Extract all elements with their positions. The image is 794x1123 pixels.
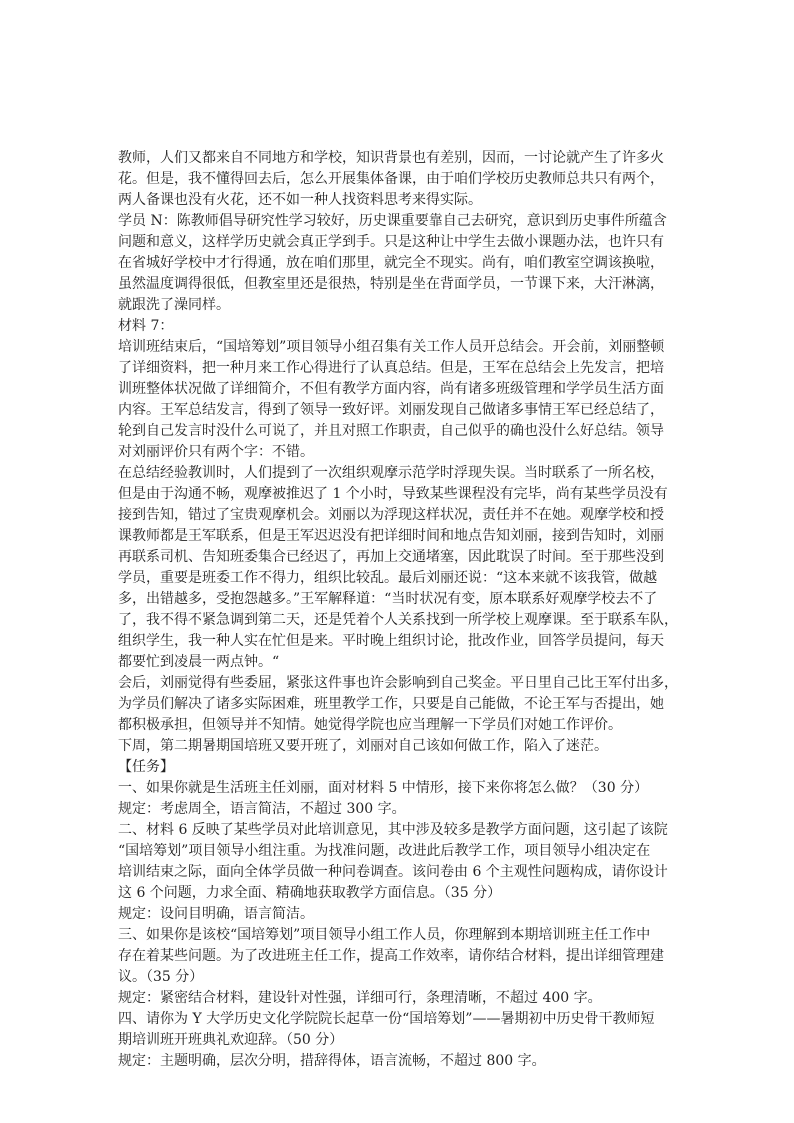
text-line: 教师，人们又都来自不同地方和学校，知识背景也有差别，因而，一讨论就产生了许多火	[118, 150, 664, 166]
paragraph-teacher-discussion	[118, 148, 678, 211]
paragraph-next-week	[118, 736, 678, 757]
text-line: 接到告知，错过了宝贵观摩机会。刘丽以为浮现这样状况，责任并不在她。观摩学校和授	[118, 507, 664, 523]
text-line: 但是由于沟通不畅，观摩被推迟了 1 个小时，导致某些课程没有完毕，尚有某些学员没有	[118, 486, 668, 502]
text-line: 为学员们解决了诸多实际困难，班里教学工作，只要是自己能做，不论王军与否提出，她	[118, 696, 664, 712]
text-line: 学员 N：陈教师倡导研究性学习较好，历史课重要靠自己去研究，意识到历史事件所蕴含	[118, 213, 667, 229]
paragraph-lessons-learned	[118, 463, 678, 673]
task-1-requirement	[118, 799, 678, 820]
text-line: 规定：紧密结合材料，建设针对性强，详细可行，条理清晰，不超过 400 字。	[118, 990, 602, 1006]
task-1-question	[118, 778, 678, 799]
text-line: 训班整体状况做了详细简介，不但有教学方面内容，尚有诸多班级管理和学学员生活方面	[118, 381, 664, 397]
text-line: 会后，刘丽觉得有些委屈，紧张这件事也许会影响到自己奖金。平日里自己比王军付出多，	[118, 675, 678, 691]
text-line: 了，我不得不紧急调到第二天，还是凭着个人关系找到一所学校上观摩课。至于联系车队，	[118, 612, 678, 628]
text-line: 多，出错越多，受抱怨越多。”王军解释道：“当时状况有变，原本联系好观摩学校去不了	[118, 591, 658, 607]
text-line: 一、如果你就是生活班主任刘丽，面对材料 5 中情形，接下来你将怎么做？（30 分）	[118, 780, 649, 796]
text-line: 四、请你为 Y 大学历史文化学院院长起草一份“国培筹划”——暑期初中历史骨干教师短	[118, 1011, 655, 1027]
text-line: 再联系司机、告知班委集合已经迟了，再加上交通堵塞，因此耽误了时间。至于那些没到	[118, 549, 664, 565]
task-2-question	[118, 820, 678, 904]
text-line: 这 6 个问题，力求全面、精确地获取教学方面信息。（35 分）	[118, 885, 502, 901]
text-line: 【任务】	[118, 759, 174, 775]
task-4-requirement	[118, 1051, 678, 1072]
text-line: 了详细资料，把一种月来工作心得进行了认真总结。但是，王军在总结会上先发言，把培	[118, 360, 664, 376]
paragraph-student-n	[118, 211, 678, 316]
task-3-question	[118, 925, 678, 988]
document-page	[118, 148, 678, 1072]
text-line: 期培训班开班典礼欢迎辞。（50 分）	[118, 1032, 344, 1048]
paragraph-summary-meeting	[118, 337, 678, 463]
text-line: 课教师都是王军联系，但是王军迟迟没有把详细时间和地点告知刘丽，接到告知时，刘丽	[118, 528, 664, 544]
task-4-question	[118, 1009, 678, 1051]
text-line: 在省城好学校中才行得通，放在咱们那里，就完全不现实。尚有，咱们教室空调该换啦，	[118, 255, 664, 271]
text-line: 虽然温度调得很低，但教室里还是很热，特别是坐在背面学员，一节课下来，大汗淋漓，	[118, 276, 664, 292]
text-line: 规定：考虑周全，语言简洁，不超过 300 字。	[118, 801, 406, 817]
text-line: 三、如果你是该校“国培筹划”项目领导小组工作人员，你理解到本期培训班主任工作中	[118, 927, 651, 943]
text-line: 下周，第二期暑期国培班又要开班了，刘丽对自己该如何做工作，陷入了迷茫。	[118, 738, 608, 754]
task-heading	[118, 757, 678, 778]
text-line: 二、材料 6 反映了某些学员对此培训意见，其中涉及较多是教学方面问题，这引起了该院	[118, 822, 668, 838]
text-line: 两人备课也没有火花，还不如一种人找资料思考来得实际。	[118, 192, 482, 208]
task-2-requirement	[118, 904, 678, 925]
text-line: 对刘丽评价只有两个字：不错。	[118, 444, 314, 460]
paragraph-after-meeting	[118, 673, 678, 736]
text-line: 规定：主题明确，层次分明，措辞得体，语言流畅，不超过 800 字。	[118, 1053, 546, 1069]
text-line: 存在着某些问题。为了改进班主任工作，提高工作效率，请你结合材料，提出详细管理建	[118, 948, 664, 964]
text-line: 培训结束之际，面向全体学员做一种问卷调查。该问卷由 6 个主观性问题构成，请你设计	[118, 864, 668, 880]
text-line: 问题和意义，这样学历史就会真正学到手。只是这种让中学生去做小课题办法，也许只有	[118, 234, 664, 250]
text-line: 议。（35 分）	[118, 969, 204, 985]
task-3-requirement	[118, 988, 678, 1009]
text-line: 都积极承担，但领导并不知情。她觉得学院也应当理解一下学员们对她工作评价。	[118, 717, 622, 733]
text-line: 就跟洗了澡同样。	[118, 297, 230, 313]
text-line: 内容。王军总结发言，得到了领导一致好评。刘丽发现自己做诸多事情王军已经总结了，	[118, 402, 664, 418]
text-line: 培训班结束后，“国培筹划”项目领导小组召集有关工作人员开总结会。开会前，刘丽整顿	[118, 339, 665, 355]
text-line: 规定：设问目明确，语言简洁。	[118, 906, 314, 922]
text-line: 都要忙到凌晨一两点钟。“	[118, 654, 280, 670]
text-line: 在总结经验教训时，人们提到了一次组织观摩示范学时浮现失误。当时联系了一所名校，	[118, 465, 664, 481]
text-line: 学员，重要是班委工作不得力，组织比较乱。最后刘丽还说：“这本来就不该我管，做越	[118, 570, 658, 586]
text-line: 花。但是，我不懂得回去后，怎么开展集体备课，由于咱们学校历史教师总共只有两个，	[118, 171, 664, 187]
text-line: 材料 7：	[118, 318, 174, 334]
material-7-heading	[118, 316, 678, 337]
text-line: 轮到自己发言时没什么可说了，并且对照工作职责，自己似乎的确也没什么好总结。领导	[118, 423, 664, 439]
text-line: 组织学生，我一种人实在忙但是来。平时晚上组织讨论，批改作业，回答学员提问，每天	[118, 633, 664, 649]
text-line: “国培筹划”项目领导小组注重。为找准问题，改进此后教学工作，项目领导小组决定在	[118, 843, 651, 859]
